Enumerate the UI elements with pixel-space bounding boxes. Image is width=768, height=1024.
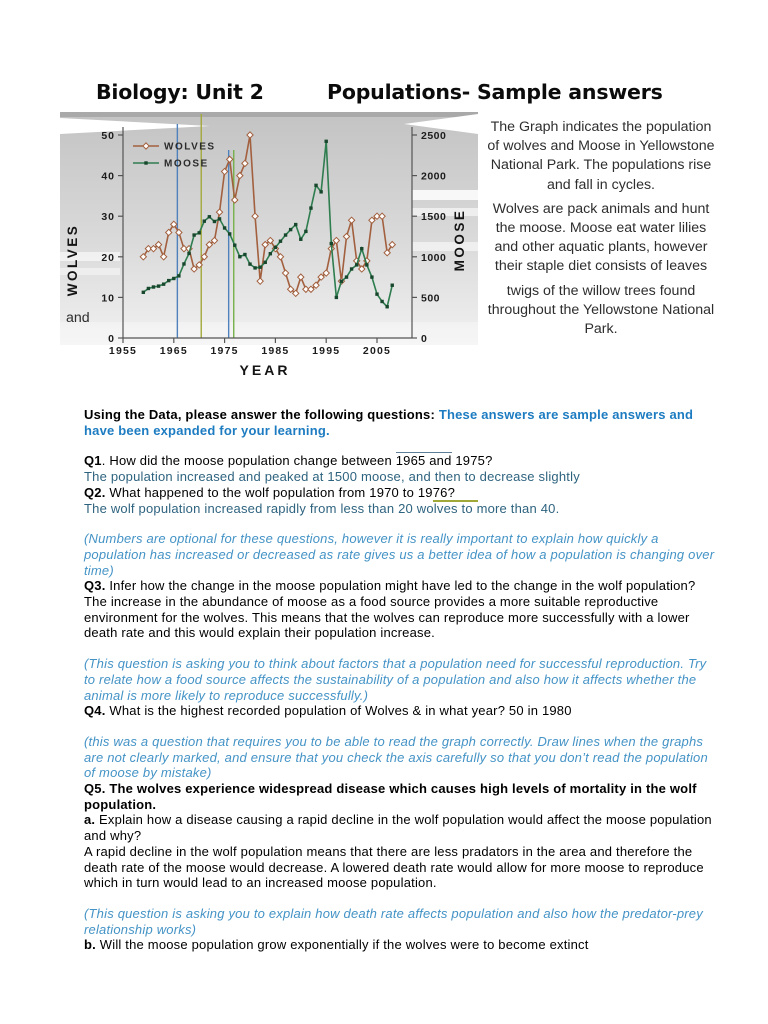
paragraph-gap — [84, 891, 720, 906]
population-chart — [60, 112, 480, 390]
note-2 — [84, 656, 720, 703]
q5a-run: Explain how a disease causing a rapid decline in the wolf population would affect the moose population and why? — [84, 812, 712, 844]
intro-text-column — [484, 118, 718, 344]
q5b-run: b. — [84, 937, 96, 953]
note-1 — [84, 531, 720, 578]
tick-label: 2000 — [421, 170, 447, 183]
a2 — [84, 501, 720, 517]
tick-label: 2500 — [421, 130, 447, 142]
q5-run: Q5. The wolves experience widespread disease which causes high levels of mortality in the wolf population. — [84, 781, 697, 812]
left-axis-title: WOLVES — [65, 223, 80, 297]
a5a-run: A rapid decline in the wolf population means that there are less pradators in the area and therefore the death rate of the moose would decrease. A lowered death rate would allow for more moose to reproduce which in turn would lead to an increased moose population. — [84, 843, 704, 891]
q4-run: Q4. — [84, 703, 106, 719]
tick-label: 10 — [101, 292, 115, 305]
q5b-run: Will the moose population grow exponentially if the wolves were to become extinct — [95, 937, 589, 953]
tick-label: 500 — [421, 292, 441, 305]
tick-label: 1975 — [210, 345, 239, 357]
a5a — [84, 844, 720, 891]
wrapped-word: and — [66, 310, 90, 326]
q3 — [84, 578, 720, 641]
tick-label: 0 — [421, 333, 428, 345]
q1 — [84, 453, 720, 469]
q4 — [84, 703, 720, 719]
tick-label: 20 — [101, 251, 115, 264]
q2-run: Q2. — [84, 484, 106, 500]
note-2-run: (This question is asking you to think about factors that a population need for successful reproduction. Try to relate how a food source affects the sustainability of a population and also how it affects whether the animal is more likely to reproduce successfully.) — [84, 656, 707, 703]
note-3 — [84, 734, 720, 781]
q1-run: . How did the moose population change between — [101, 453, 396, 469]
tick-label: 1995 — [312, 345, 341, 357]
x-axis-title: YEAR — [239, 362, 291, 378]
legend-label-moose: MOOSE — [164, 158, 209, 170]
q1-run: 1975? — [451, 453, 493, 469]
doc-title-left: Biology: Unit 2 — [96, 80, 264, 104]
q2-run: 76? — [432, 484, 478, 500]
paragraph-gap — [84, 719, 720, 734]
q5a — [84, 812, 720, 843]
right-axis-title: MOOSE — [452, 208, 467, 272]
note-4 — [84, 906, 720, 937]
tick-label: 1965 — [159, 345, 188, 357]
tick-label: 40 — [101, 170, 115, 183]
a1-run: The population increased and peaked at 1500 moose, and then to decrease slightly — [84, 469, 580, 485]
paragraph-gap — [84, 516, 720, 531]
q2-run: What happened to the wolf population from 1970 to 19 — [105, 484, 433, 500]
paragraph-gap — [84, 438, 720, 453]
q5b — [84, 937, 720, 953]
q2 — [84, 485, 720, 501]
tick-label: 0 — [108, 333, 115, 345]
tick-label: 1500 — [421, 211, 447, 224]
paragraph-gap — [84, 641, 720, 656]
tick-label: 1985 — [261, 345, 290, 357]
questions-section — [84, 407, 720, 953]
q1-run: Q1 — [84, 453, 102, 469]
a2-run: The wolf population increased rapidly from less than 20 wolves to more than 40. — [84, 500, 560, 516]
tick-label: 2005 — [362, 345, 392, 357]
q1-run: 1965 and — [395, 453, 452, 469]
population-chart-svg — [60, 112, 480, 390]
legend-label-wolves: WOLVES — [164, 141, 216, 153]
section-heading-run: Using the Data, please answer the following questions: — [84, 407, 439, 422]
tick-label: 1000 — [421, 251, 447, 264]
q5 — [84, 781, 720, 812]
section-heading — [84, 407, 720, 438]
q3-run: Q3. — [84, 578, 106, 594]
q3-run: Infer how the change in the moose population might have led to the change in the wolf population? The increase in the abundance of moose as a food source provides a more suitable reproductive environment for the wolves. This means that the wolves can reproduce more successfully with a lower death rate and this would explain their population increase. — [84, 578, 696, 641]
q5a-run: a. — [84, 812, 96, 828]
a1 — [84, 469, 720, 485]
tick-label: 50 — [101, 130, 115, 142]
note-4-run: (This question is asking you to explain how death rate affects population and also how the predator-prey relationship works) — [84, 905, 703, 937]
note-3-run: (this was a question that requires you to be able to read the graph correctly. Draw lines when the graphs are not clearly marked, and ensure that you check the axis carefully so that you don’t read the population of moose by mistake) — [84, 733, 708, 781]
q4-run: What is the highest recorded population of Wolves & in what year? 50 in 1980 — [105, 703, 572, 719]
intro-paragraph-2-continued: twigs of the willow trees found throughout the Yellowstone National Park. — [487, 282, 715, 338]
tick-label: 1955 — [108, 345, 138, 357]
intro-paragraph-1: The Graph indicates the population of wolves and Moose in Yellowstone National Park. The populations rise and fall in cycles. — [487, 119, 715, 193]
tick-label: 30 — [101, 211, 115, 224]
section-heading-run: These answers are sample answers and have been expanded for your learning. — [84, 407, 694, 438]
doc-title-right: Populations- Sample answers — [327, 80, 663, 104]
note-1-run: (Numbers are optional for these questions, however it is really important to explain how quickly a population has increased or decreased as rate gives us a better idea of how a population is changing over time) — [84, 531, 715, 578]
intro-paragraph-2: Wolves are pack animals and hunt the moose. Moose eat water lilies and other aquatic plants, however their staple diet consists of leaves — [492, 200, 710, 275]
